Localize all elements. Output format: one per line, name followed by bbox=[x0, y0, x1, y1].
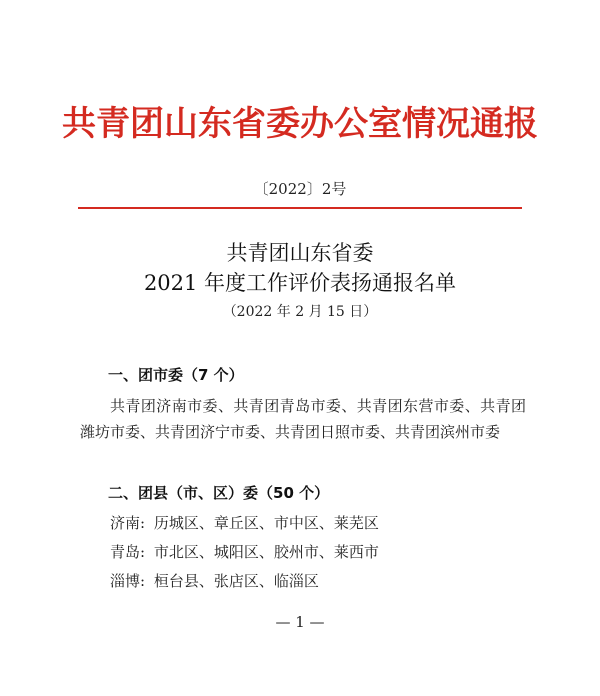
city-committees-list: 共青团济南市委、共青团青岛市委、共青团东营市委、共青团潍坊市委、共青团济宁市委、共青团日照市委、共青团滨州市委 bbox=[80, 397, 526, 441]
region-row-zibo bbox=[110, 570, 319, 592]
region-districts: 桓台县、张店区、临淄区 bbox=[153, 572, 319, 590]
region-city-label: 青岛: bbox=[110, 543, 146, 561]
region-row-jinan bbox=[110, 512, 379, 534]
region-city-label: 济南: bbox=[110, 514, 146, 532]
region-districts: 市北区、城阳区、胶州市、莱西市 bbox=[153, 543, 379, 561]
document-number: 〔2022〕2号 bbox=[253, 180, 347, 198]
page-number: — 1 — bbox=[275, 613, 325, 631]
section-heading-city-committees: 一、团市委（7 个） bbox=[108, 366, 244, 384]
red-divider-line bbox=[78, 207, 522, 209]
section-heading-county-committees: 二、团县（市、区）委（50 个） bbox=[108, 484, 330, 502]
region-districts: 历城区、章丘区、市中区、莱芜区 bbox=[153, 514, 379, 532]
notice-subtitle: 2021 年度工作评价表扬通报名单 bbox=[143, 271, 457, 295]
red-header-title: 共青团山东省委办公室情况通报 bbox=[62, 104, 538, 144]
notice-title: 共青团山东省委 bbox=[226, 241, 374, 265]
region-city-label: 淄博: bbox=[110, 572, 146, 590]
notice-date: （2022 年 2 月 15 日） bbox=[222, 304, 378, 320]
region-row-qingdao bbox=[110, 541, 379, 563]
